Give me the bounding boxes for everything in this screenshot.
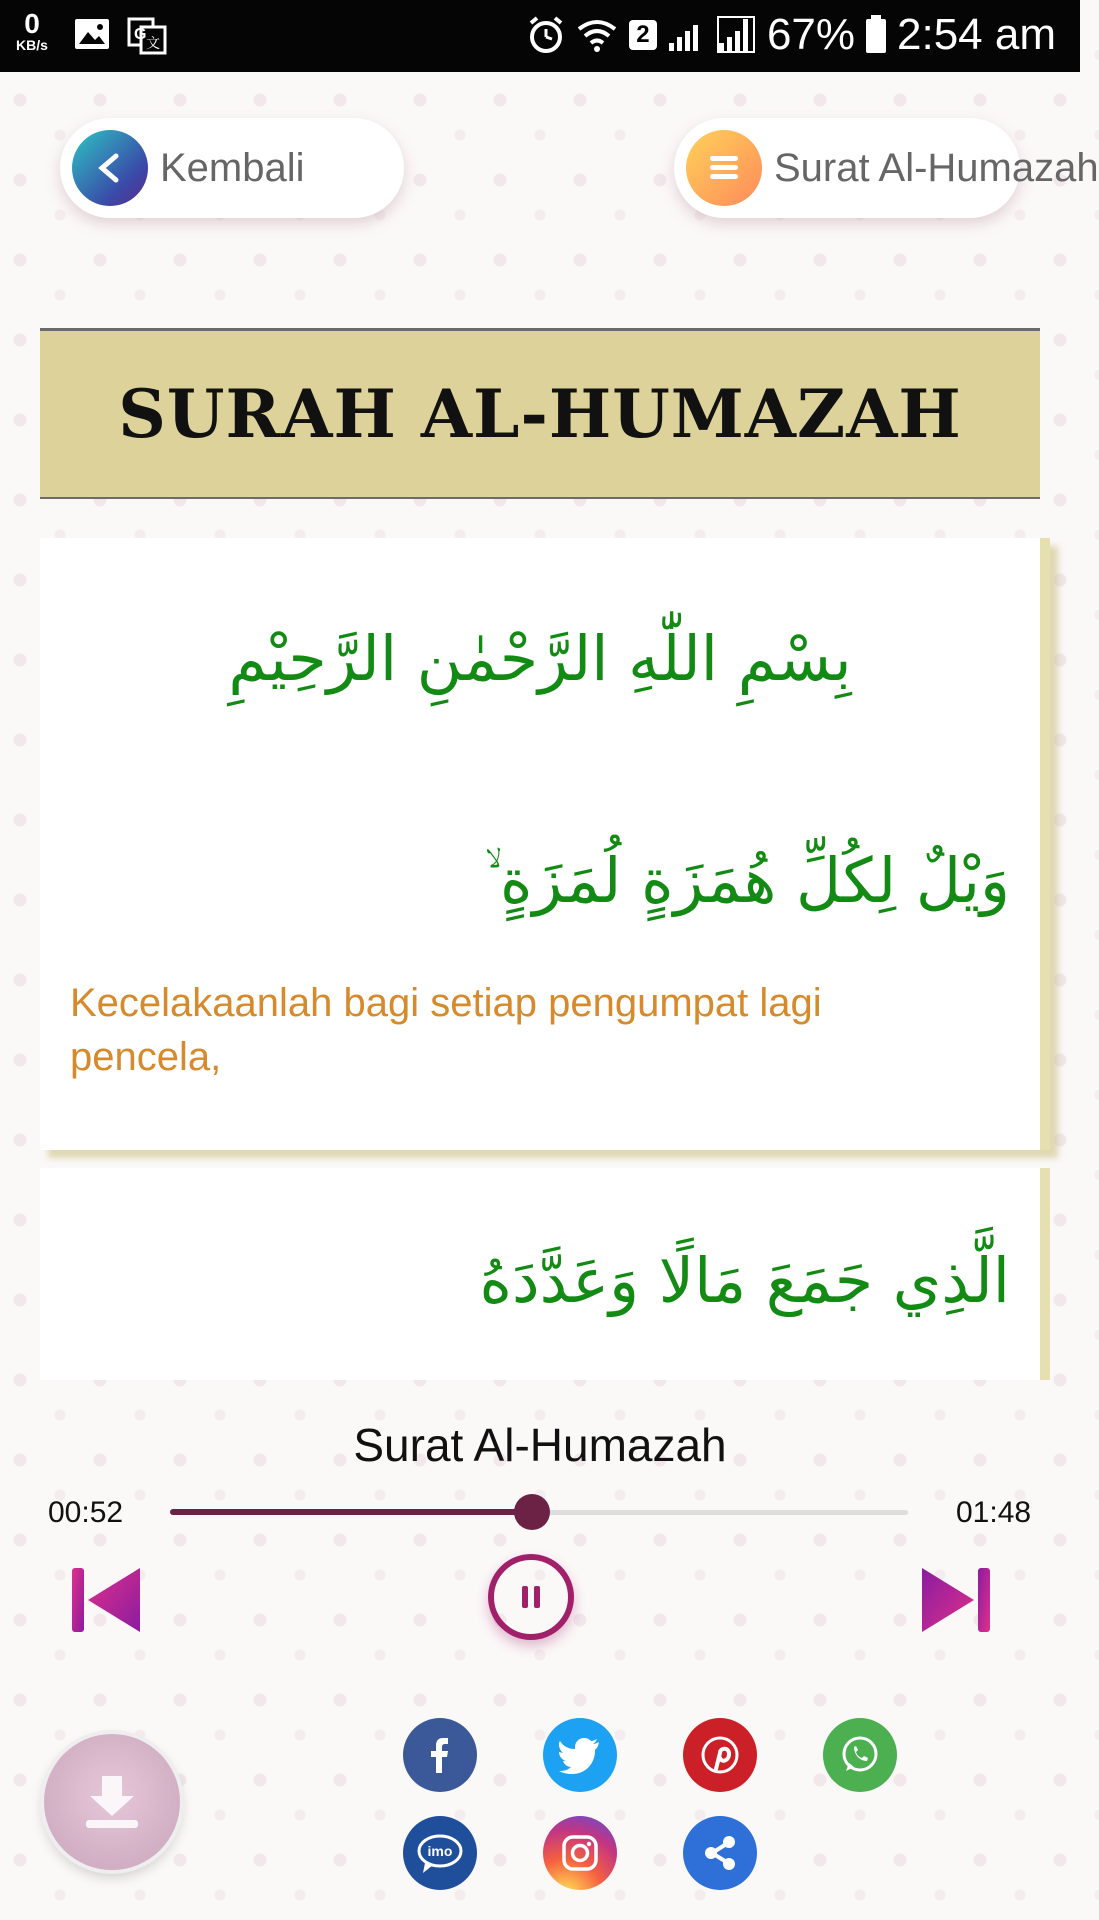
imo-text: imo [427, 1843, 453, 1859]
facebook-share-button[interactable] [403, 1718, 477, 1792]
surah-menu-label: Surat Al-Humazah [774, 145, 1099, 190]
back-label: Kembali [160, 145, 305, 190]
ayah-card [40, 1168, 1050, 1380]
clock: 2:54 am [897, 10, 1056, 59]
pause-icon [522, 1586, 528, 1608]
back-icon [72, 130, 148, 206]
surah-menu-button[interactable] [674, 118, 1099, 218]
ayah-arabic: وَيْلٌ لِكُلِّ هُمَزَةٍ لُمَزَةٍ ۙ [484, 844, 1010, 917]
next-button[interactable] [916, 1560, 996, 1640]
whatsapp-icon [838, 1733, 882, 1777]
basmala: بِسْمِ اللّٰهِ الرَّحْمٰنِ الرَّحِيْمِ [228, 622, 852, 695]
ayah-card [40, 538, 1050, 1150]
pinterest-share-button[interactable] [683, 1718, 757, 1792]
download-icon [80, 1770, 144, 1834]
wifi-icon [575, 17, 619, 53]
twitter-icon [559, 1737, 601, 1773]
download-button[interactable] [44, 1734, 180, 1870]
imo-share-button[interactable] [403, 1816, 477, 1890]
instagram-share-button[interactable] [543, 1816, 617, 1890]
elapsed-time: 00:52 [48, 1496, 124, 1529]
ayah-arabic: الَّذِي جَمَعَ مَالًا وَعَدَّدَهُ [479, 1244, 1010, 1317]
alarm-icon [527, 15, 565, 55]
twitter-share-button[interactable] [543, 1718, 617, 1792]
sim-badge: 2 [629, 20, 657, 50]
status-right [527, 10, 1056, 60]
total-duration: 01:48 [956, 1496, 1032, 1529]
gallery-notification-icon [74, 18, 110, 50]
signal-2-icon [717, 17, 757, 53]
previous-button[interactable] [66, 1560, 146, 1640]
menu-icon [686, 130, 762, 206]
surah-title-banner [40, 328, 1040, 499]
share-icon [700, 1833, 740, 1873]
seek-thumb[interactable] [514, 1494, 550, 1530]
network-speed-unit: KB/s [16, 37, 48, 53]
signal-1-icon [667, 17, 707, 53]
ayah-translation: Kecelakaanlah bagi setiap pengumpat lagi pencela, [70, 981, 822, 1079]
pause-button[interactable] [488, 1554, 574, 1640]
network-speed-value: 0 [24, 8, 40, 39]
imo-icon [415, 1831, 465, 1875]
track-title: Surat Al-Humazah [353, 1419, 727, 1471]
share-button[interactable] [683, 1816, 757, 1890]
svg-text:G: G [134, 26, 147, 43]
svg-text:文: 文 [146, 35, 160, 51]
battery-icon [865, 15, 887, 55]
surah-title: SURAH AL-HUMAZAH [118, 375, 962, 453]
network-speed [14, 10, 50, 52]
instagram-icon [560, 1833, 600, 1873]
seek-progress [170, 1509, 532, 1515]
back-button[interactable] [60, 118, 404, 218]
whatsapp-share-button[interactable] [823, 1718, 897, 1792]
facebook-icon [420, 1735, 460, 1775]
status-bar [0, 0, 1080, 72]
battery-percent: 67% [766, 10, 856, 59]
translate-notification-icon [128, 18, 166, 54]
pinterest-icon [700, 1735, 740, 1775]
